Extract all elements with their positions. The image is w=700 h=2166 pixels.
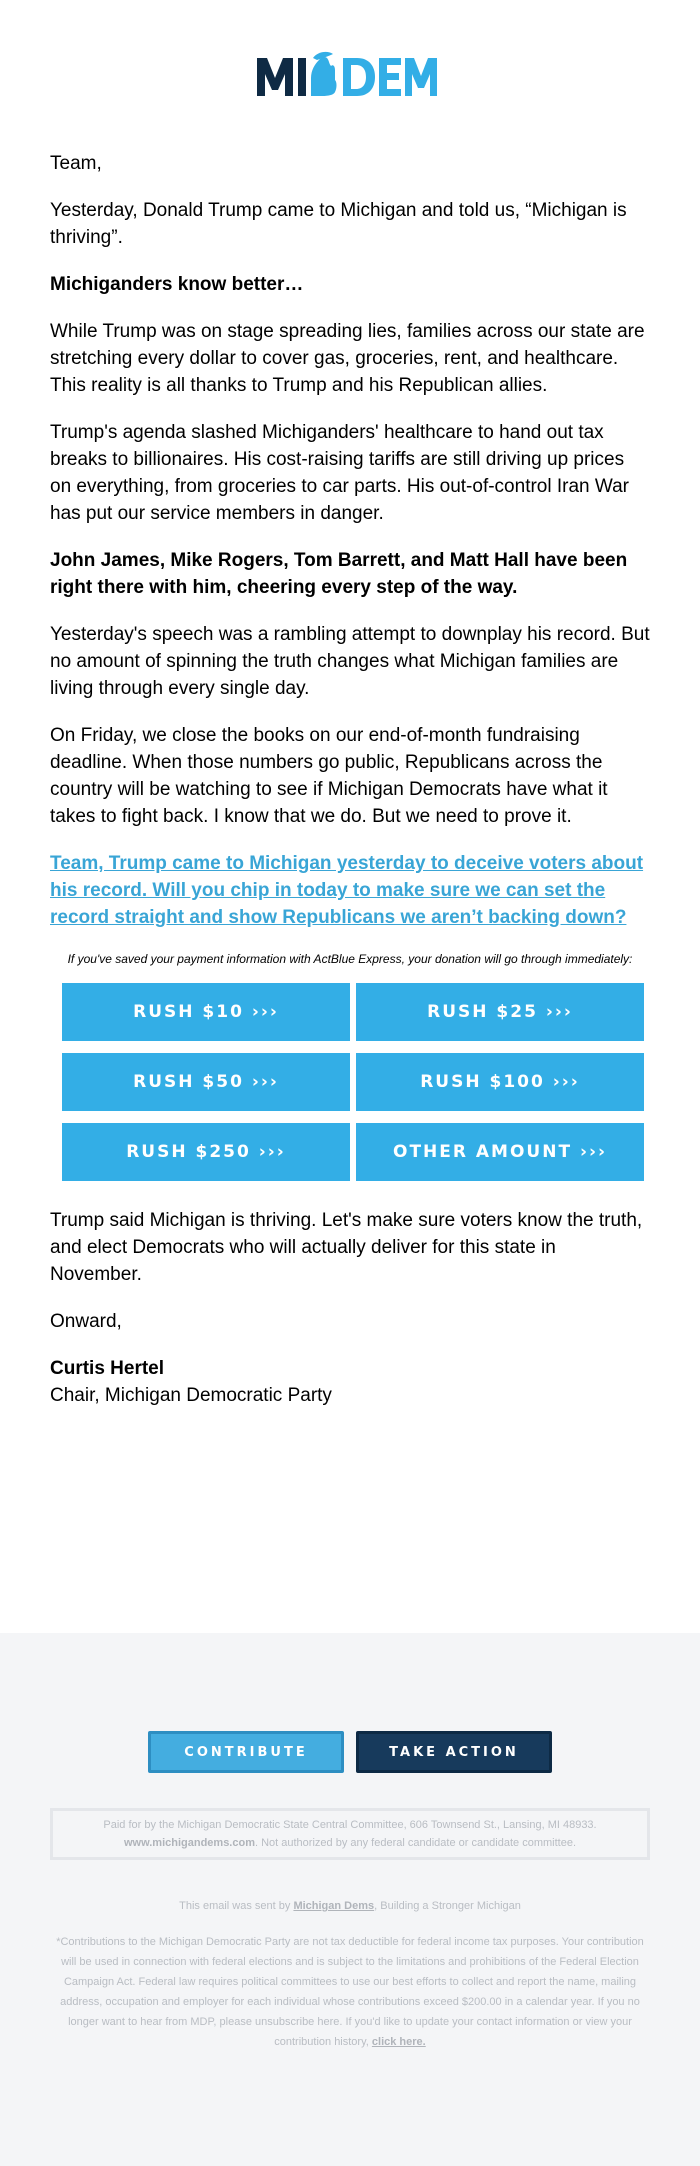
other-amount-button[interactable]: OTHER AMOUNT ›››: [356, 1123, 644, 1181]
michigan-dems-link[interactable]: Michigan Dems: [293, 1900, 375, 1912]
sent-by-suffix: , Building a Stronger Michigan: [374, 1900, 521, 1912]
paragraph-4: Trump's agenda slashed Michiganders' healthcare to hand out tax breaks to billionaires. His cost-raising tariffs are still driving up prices on everything, from groceries to car parts. His out-of-control Iran War has put our service members in danger.: [50, 422, 630, 524]
michigan-logo-icon: [255, 50, 445, 102]
paid-for-text-2: . Not authorized by any federal candidate or candidate committee.: [254, 1837, 577, 1849]
paragraph-2: Michiganders know better…: [50, 274, 304, 295]
contribute-button[interactable]: CONTRIBUTE: [148, 1731, 344, 1773]
actblue-express-note: If you've saved your payment information with ActBlue Express, your donation will go through immediately:: [67, 952, 633, 966]
footer: [0, 1633, 700, 2166]
rush-10-button[interactable]: RUSH $10 ›››: [62, 983, 350, 1041]
paid-for-box: [50, 1808, 650, 1860]
rush-25-button[interactable]: RUSH $25 ›››: [356, 983, 644, 1041]
paragraph-5: John James, Mike Rogers, Tom Barrett, and Matt Hall have been right there with him, cheering every step of the way.: [50, 550, 628, 598]
disclaimer: [55, 1932, 645, 2052]
signoff: Onward,: [50, 1311, 122, 1332]
greeting: Team,: [50, 153, 102, 174]
paragraph-8: Trump said Michigan is thriving. Let's make sure voters know the truth, and elect Democrats who will actually deliver for this state in November.: [50, 1210, 643, 1285]
paragraph-7: On Friday, we close the books on our end-of-month fundraising deadline. When those numbers go public, Republicans across the country will be watching to see if Michigan Democrats have what it takes to fight back. I know that we do. But we need to prove it.: [50, 725, 608, 827]
rush-50-button[interactable]: RUSH $50 ›››: [62, 1053, 350, 1111]
paid-for-site-link[interactable]: www.michigandems.com: [123, 1837, 255, 1849]
paragraph-6: Yesterday's speech was a rambling attempt to downplay his record. But no amount of spinning the truth changes what Michigan families are living through every single day.: [50, 624, 650, 699]
mi-dems-logo[interactable]: [0, 50, 700, 102]
donate-button-grid: [62, 983, 650, 1181]
disclaimer-text: *Contributions to the Michigan Democratic Party are not tax deductible for federal income tax purposes. Your contribution will be used in connection with federal elections and is subject to the limitations and prohibitions of the Federal Election Campaign Act. Federal law requires political committees to use our best efforts to collect and report the name, mailing address, occupation and employer for each individual whose contributions exceed $200.00 in a calendar year. If you no longer want to hear from MDP, please unsubscribe here. If you'd like to update your contact information or view your contribution history,: [56, 1936, 644, 2048]
signature-name: Curtis Hertel: [50, 1358, 165, 1379]
footer-buttons: [0, 1731, 700, 1773]
take-action-button[interactable]: TAKE ACTION: [356, 1731, 552, 1773]
signature-title: Chair, Michigan Democratic Party: [50, 1385, 332, 1406]
email-body: [50, 150, 650, 1409]
donate-cta-link[interactable]: Team, Trump came to Michigan yesterday to deceive voters about his record. Will you chip in today to make sure we can set the record straight and show Republicans we aren’t backing down?: [50, 853, 644, 928]
paid-for-text: Paid for by the Michigan Democratic State Central Committee, 606 Townsend St., Lansing, MI 48933.: [103, 1819, 597, 1831]
paragraph-1: Yesterday, Donald Trump came to Michigan and told us, “Michigan is thriving”.: [50, 200, 627, 248]
rush-250-button[interactable]: RUSH $250 ›››: [62, 1123, 350, 1181]
paragraph-3: While Trump was on stage spreading lies, families across our state are stretching every dollar to cover gas, groceries, rent, and healthcare. This reality is all thanks to Trump and his Republican allies.: [50, 321, 645, 396]
click-here-link[interactable]: click here.: [371, 2036, 426, 2048]
sent-by-prefix: This email was sent by: [179, 1900, 294, 1912]
rush-100-button[interactable]: RUSH $100 ›››: [356, 1053, 644, 1111]
sent-by-line: [0, 1900, 700, 1912]
